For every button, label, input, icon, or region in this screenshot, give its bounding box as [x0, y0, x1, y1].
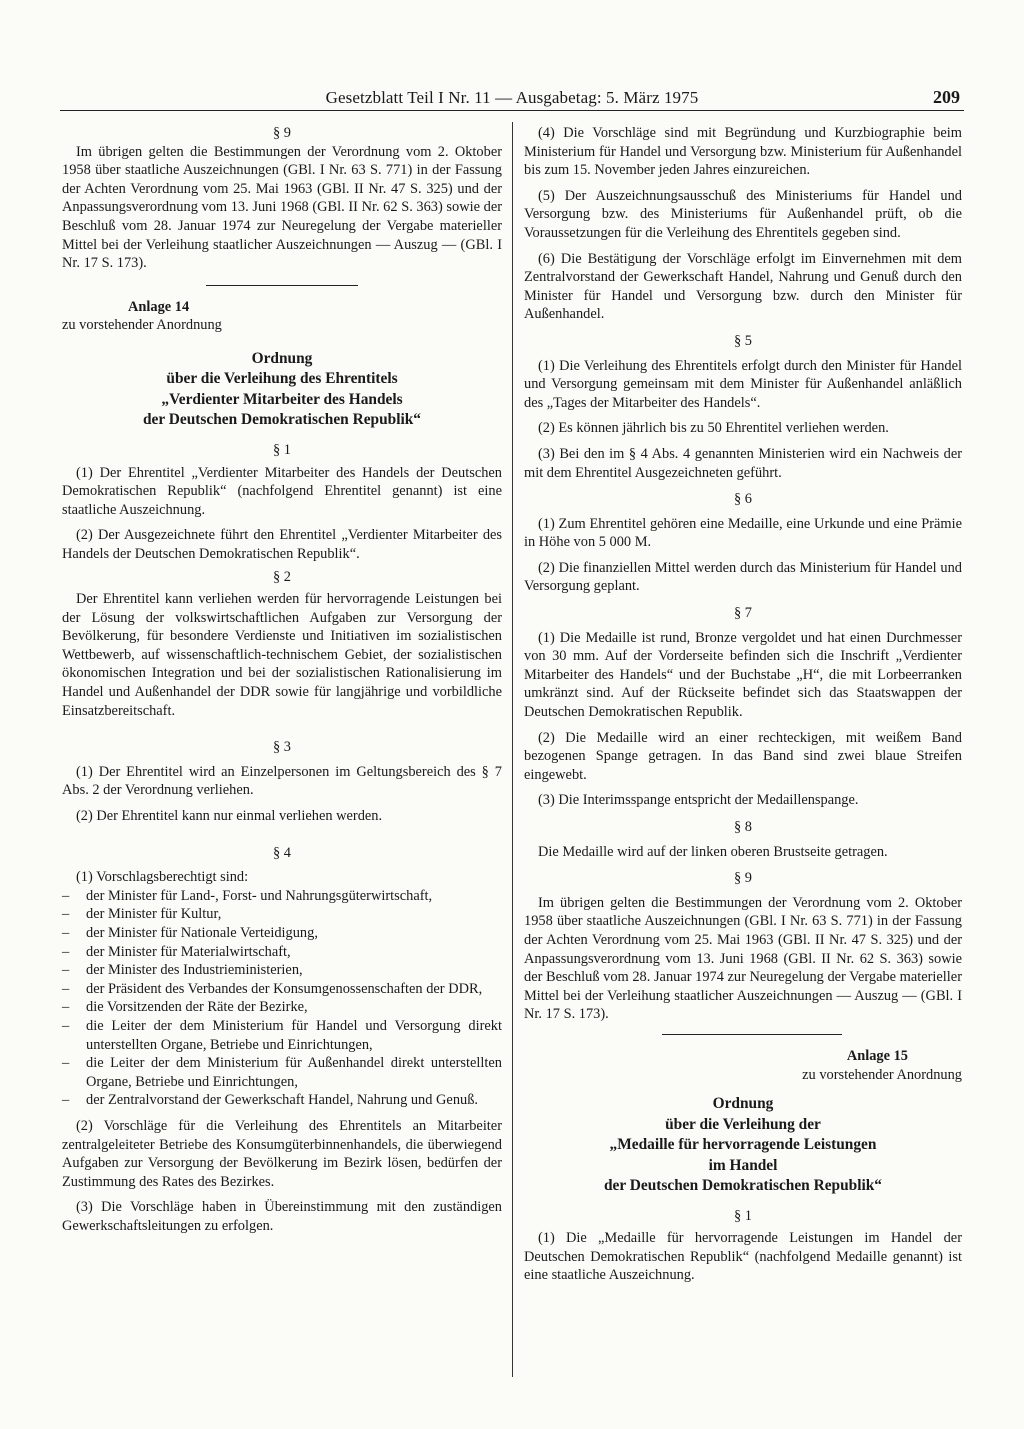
section-heading: § 3 [273, 739, 291, 756]
anlage-title: Anlage 15 [846, 1047, 908, 1064]
paragraph: (1) Die Verleihung des Ehrentitels erfolgt durch den Minister für Handel und Versorgung gemeinsam mit dem Minister für Außenhandel anläßlich des „Tages der Mitarbeiter des Handels“. [524, 357, 962, 411]
section-heading: § 1 [273, 441, 291, 458]
section-heading: § 1 [734, 1207, 752, 1224]
ordinance-title-line: Ordnung [251, 349, 313, 367]
header-rule [60, 110, 964, 111]
list-item: – die Leiter der dem Ministerium für Außenhandel direkt unterstellten Organe, Betriebe und Einrichtungen, [62, 1055, 502, 1090]
anlage-subtitle: zu vorstehender Anordnung [62, 317, 222, 334]
right-column [524, 124, 962, 1285]
paragraph: (6) Die Bestätigung der Vorschläge erfolgt im Einvernehmen mit dem Zentralvorstand der Gewerkschaft Handel, Nahrung und Genuß durch den Minister für Handel und Versorgung bzw. durch den Minister für Außenhandel. [524, 250, 962, 323]
paragraph: (1) Der Ehrentitel wird an Einzelpersonen im Geltungsbereich des § 7 Abs. 2 der Verordnung verliehen. [62, 763, 502, 799]
list-item: – der Minister des Industrieministerien, [62, 962, 303, 979]
paragraph: (2) Der Ausgezeichnete führt den Ehrentitel „Verdienter Mitarbeiter des Handels der Deutschen Demokratischen Republik“. [62, 527, 502, 562]
list-item: – der Minister für Nationale Verteidigung, [62, 925, 318, 941]
header-title: Gesetzblatt Teil I Nr. 11 — Ausgabetag: 5. März 1975 [325, 88, 699, 107]
ordinance-title-line: über die Verleihung des Ehrentitels [166, 370, 398, 388]
separator-rule [206, 285, 358, 286]
paragraph: (1) Vorschlagsberechtigt sind: [76, 869, 249, 886]
list-item: – die Vorsitzenden der Räte der Bezirke, [62, 999, 308, 1016]
paragraph: (3) Bei den im § 4 Abs. 4 genannten Ministerien wird ein Nachweis der mit dem Ehrentitel Ausgezeichneten geführt. [524, 445, 962, 481]
proposer-list [62, 887, 502, 1110]
paragraph: (5) Der Auszeichnungsausschuß des Ministeriums für Handel und Versorgung bzw. des Ministeriums für Außenhandel prüft, ob die Voraussetzungen für die Verleihung des Ehrentitels gegeben sind. [524, 187, 962, 241]
ordinance-title-line: der Deutschen Demokratischen Republik“ [142, 411, 422, 429]
paragraph: (2) Vorschläge für die Verleihung des Ehrentitels an Mitarbeiter zentralgeleiteter Betriebe des Konsumgüterbinnenhandels, die überwiegend Aufgaben zur Versorgung der Bevölkerung im Bezirk lösen, bedürfen der Zustimmung des Rates des Bezirkes. [62, 1117, 502, 1190]
paragraph: (2) Der Ehrentitel kann nur einmal verliehen werden. [76, 808, 383, 825]
paragraph: (2) Die finanziellen Mittel werden durch das Ministerium für Handel und Versorgung geplant. [524, 559, 962, 595]
anlage-title: Anlage 14 [128, 298, 190, 315]
ordinance-title [62, 349, 502, 431]
paragraph: (3) Die Interimsspange entspricht der Medaillenspange. [538, 792, 859, 809]
section-heading: § 9 [273, 125, 291, 141]
paragraph: (1) Die „Medaille für hervorragende Leistungen im Handel der Deutschen Demokratischen Republik“ (nachfolgend Medaille genannt) ist eine staatliche Auszeichnung. [524, 1230, 962, 1284]
anlage-subtitle: zu vorstehender Anordnung [802, 1066, 962, 1083]
ordinance-title-line: der Deutschen Demokratischen Republik“ [603, 1177, 883, 1195]
page-number: 209 [933, 87, 960, 107]
paragraph: (2) Die Medaille wird an einer rechteckigen, mit weißem Band bezogenen Spange getragen. In das Band sind zwei blaue Streifen eingewebt. [524, 729, 962, 783]
paragraph: (4) Die Vorschläge sind mit Begründung und Kurzbiographie beim Ministerium für Handel und Versorgung bzw. Ministerium für Außenhandel bis zum 15. November jeden Jahres einzureichen. [524, 125, 962, 179]
paragraph: Im übrigen gelten die Bestimmungen der Verordnung vom 2. Oktober 1958 über staatliche Auszeichnungen (GBl. I Nr. 63 S. 771) in der Fassung der Achten Verordnung vom 25. Mai 1963 (GBl. II Nr. 47 S. 325) und der Anpassungsverordnung vom 13. Juni 1968 (GBl. II Nr. 62 S. 363) sowie der Beschluß vom 28. Januar 1974 zur Neuregelung der Vergabe materieller Mittel bei der Verleihung staatlicher Auszeichnungen — Auszug — (GBl. I Nr. 17 S. 173). [524, 894, 962, 1023]
section-heading: § 6 [734, 491, 752, 508]
running-header [60, 88, 964, 110]
paragraph: Die Medaille wird auf der linken oberen Brustseite getragen. [538, 843, 888, 860]
ordinance-title-line: Ordnung [712, 1095, 774, 1113]
paragraph: (3) Die Vorschläge haben in Übereinstimmung mit den zuständigen Gewerkschaftsleitungen zu erfolgen. [62, 1199, 502, 1234]
section-heading: § 2 [273, 568, 291, 585]
left-column [62, 124, 502, 1236]
list-item: – der Präsident des Verbandes der Konsumgenossenschaften der DDR, [62, 980, 483, 997]
list-item: – die Leiter der dem Ministerium für Handel und Versorgung direkt unterstellten Organe, Betriebe und Einrichtungen, [62, 1017, 502, 1053]
section-heading: § 5 [734, 332, 752, 349]
list-item: – der Minister für Land-, Forst- und Nahrungsgüterwirtschaft, [62, 887, 433, 904]
list-item: – der Zentralvorstand der Gewerkschaft Handel, Nahrung und Genuß. [62, 1092, 479, 1109]
paragraph: Im übrigen gelten die Bestimmungen der Verordnung vom 2. Oktober 1958 über staatliche Auszeichnungen (GBl. I Nr. 63 S. 771) in der Fassung der Achten Verordnung vom 25. Mai 1963 (GBl. II Nr. 47 S. 325) und der Anpassungsverordnung vom 13. Juni 1968 (GBl. II Nr. 62 S. 363) sowie der Beschluß vom 28. Januar 1974 zur Neuregelung der Vergabe materieller Mittel bei der Verleihung staatlicher Auszeichnungen — Auszug — (GBl. I Nr. 17 S. 173). [62, 143, 502, 272]
paragraph: (1) Zum Ehrentitel gehören eine Medaille, eine Urkunde und eine Prämie in Höhe von 5 000 M. [524, 515, 962, 551]
section-heading: § 9 [734, 870, 752, 887]
ordinance-title-line: im Handel [708, 1156, 778, 1174]
paragraph: (1) Die Medaille ist rund, Bronze vergoldet und hat einen Durchmesser von 30 mm. Auf der Vorderseite befinden sich die Inschrift „Verdienter Mitarbeiter des Handels“ und der Buchstabe „H“, die mit Lorbeerranken umkränzt sind. Auf der Rückseite befindet sich das Staatswappen der Deutschen Demokratischen Republik. [524, 629, 962, 721]
ordinance-title [524, 1094, 962, 1197]
ordinance-title-line: „Medaille für hervorragende Leistungen [609, 1136, 877, 1154]
paragraph: Der Ehrentitel kann verliehen werden für hervorragende Leistungen bei der Lösung der volkswirtschaftlichen Aufgaben zur Versorgung der Bevölkerung, für besondere Verdienste und Initiativen im sozialistischen Wettbewerb, auf wissenschaftlich-technischem Gebiet, der sozialistischen ökonomischen Integration und bei der sozialistischen Rationalisierung im Handel und Außenhandel der DDR sowie für langjährige und vorbildliche Einsatzbereitschaft. [62, 591, 502, 719]
paragraph: (1) Der Ehrentitel „Verdienter Mitarbeiter des Handels der Deutschen Demokratischen Republik“ (nachfolgend Ehrentitel genannt) ist eine staatliche Auszeichnung. [62, 464, 502, 518]
list-item: – der Minister für Kultur, [62, 906, 222, 923]
section-heading: § 4 [273, 844, 291, 861]
ordinance-title-line: über die Verleihung der [665, 1115, 821, 1133]
ordinance-title-line: „Verdienter Mitarbeiter des Handels [161, 390, 403, 408]
list-item: – der Minister für Materialwirtschaft, [62, 943, 291, 960]
section-heading: § 8 [734, 819, 752, 835]
section-heading: § 7 [734, 605, 752, 622]
column-divider [512, 122, 513, 1377]
separator-rule [662, 1034, 842, 1035]
paragraph: (2) Es können jährlich bis zu 50 Ehrentitel verliehen werden. [538, 420, 889, 437]
